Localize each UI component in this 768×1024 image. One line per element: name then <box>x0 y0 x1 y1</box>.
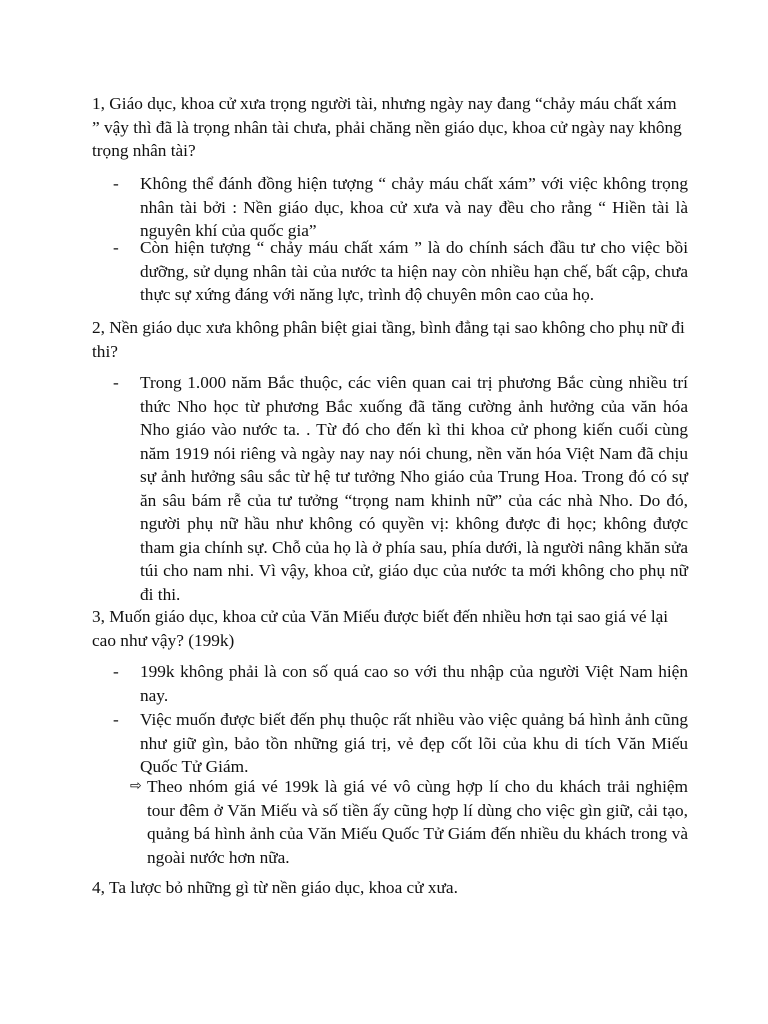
answer-3-bullet-2: - Việc muốn được biết đến phụ thuộc rất nhiều vào việc quảng bá hình ảnh cũng như giữ gìn, bảo tồn những giá trị, vẻ đẹp cốt lõi của khu di tích Văn Miếu Quốc Tử Giám. <box>140 708 688 779</box>
question-4: 4, Ta lược bỏ những gì từ nền giáo dục, khoa cử xưa. <box>92 878 458 897</box>
arrow-right-icon: ⇨ <box>130 778 142 794</box>
conclusion-text: Theo nhóm giá vé 199k là giá vé vô cùng hợp lí cho du khách trải nghiệm tour đêm ở Văn Miếu và số tiền ấy cũng hợp lí dùng cho việc gìn giữ, cải tạo, quảng bá hình ảnh của Văn Miếu Quốc Tử Giám đến nhiều du khách trong và ngoài nước hơn nữa. <box>147 777 688 867</box>
answer-2-bullet-1: - Trong 1.000 năm Bắc thuộc, các viên quan cai trị phương Bắc cùng nhiều trí thức Nho học từ phương Bắc xuống đã tăng cường ảnh hưởng của văn hóa Nho giáo vào nước ta. . Từ đó cho đến kì thi khoa cử phong kiến cuối cùng năm 1919 nói riêng và ngày nay nay nói chung, nền văn hóa Việt Nam đã chịu sự ảnh hưởng sâu sắc từ hệ tư tưởng Nho giáo của Trung Hoa. Trong đó có sự ăn sâu bám rễ của tư tưởng “trọng nam khinh nữ” của các nhà Nho. Do đó, người phụ nữ hầu như không có quyền vị: không được đi học; không được tham gia chính sự. Chỗ của họ là ở phía sau, phía dưới, là người nâng khăn sửa túi cho nam nhi. Vì vậy, khoa cử, giáo dục của nước ta mới không cho phụ nữ đi thi. <box>140 371 688 606</box>
question-3: 3, Muốn giáo dục, khoa cử của Văn Miếu được biết đến nhiều hơn tại sao giá vé lại cao như vậy? (199k) <box>92 607 669 650</box>
answer-3-conclusion <box>130 775 688 869</box>
answer-1-bullet-2: - Còn hiện tượng “ chảy máu chất xám ” là do chính sách đầu tư cho việc bồi dưỡng, sử dụng nhân tài của nước ta hiện nay còn nhiều hạn chế, bất cập, chưa thực sự xứng đáng với năng lực, trình độ chuyên môn cao của họ. <box>140 236 688 307</box>
question-2: 2, Nền giáo dục xưa không phân biệt giai tầng, bình đẳng tại sao không cho phụ nữ đi thi? <box>92 318 685 361</box>
answer-1-bullet-1: - Không thể đánh đồng hiện tượng “ chảy máu chất xám” với việc không trọng nhân tài bởi : Nền giáo dục, khoa cử xưa và nay đều cho rằng “ Hiền tài là nguyên khí của quốc gia” <box>140 172 688 243</box>
question-1: 1, Giáo dục, khoa cử xưa trọng người tài, nhưng ngày nay đang “chảy máu chất xám ” vậy thì đã là trọng nhân tài chưa, phải chăng nền giáo dục, khoa cử ngày nay không trọng nhân tài? <box>92 94 682 160</box>
answer-3-bullet-1: - 199k không phải là con số quá cao so với thu nhập của người Việt Nam hiện nay. <box>140 660 688 707</box>
